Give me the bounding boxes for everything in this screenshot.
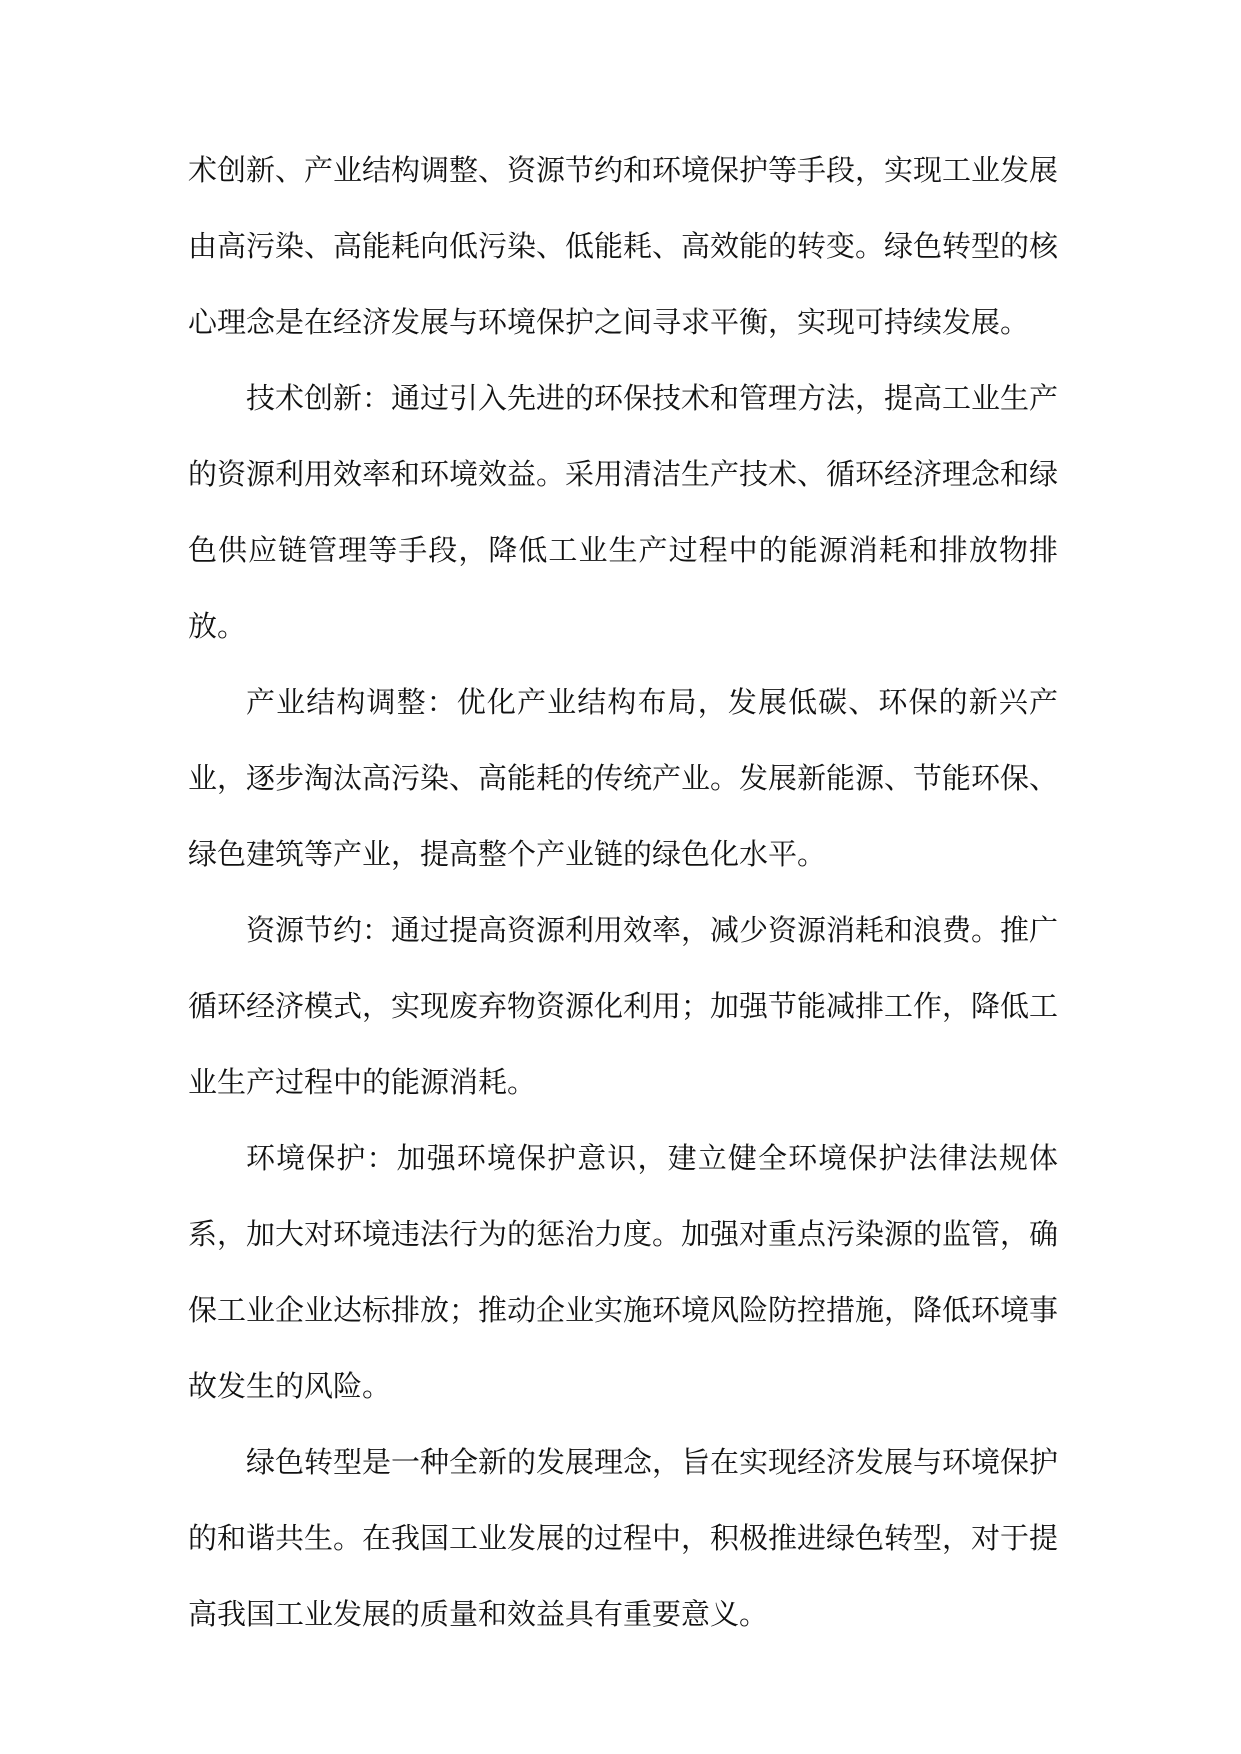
paragraph-environment-protection: 环境保护：加强环境保护意识，建立健全环境保护法律法规体系，加大对环境违法行为的惩治力度。加强对重点污染源的监管，确保工业企业达标排放；推动企业实施环境风险防控措施，降低环境事故发生的风险。 [188,1141,1059,1403]
paragraph-technology-innovation: 技术创新：通过引入先进的环保技术和管理方法，提高工业生产的资源利用效率和环境效益。采用清洁生产技术、循环经济理念和绿色供应链管理等手段，降低工业生产过程中的能源消耗和排放物排放。 [188,381,1059,643]
paragraph-conclusion: 绿色转型是一种全新的发展理念，旨在实现经济发展与环境保护的和谐共生。在我国工业发展的过程中，积极推进绿色转型，对于提高我国工业发展的质量和效益具有重要意义。 [188,1445,1059,1631]
paragraph-industrial-structure: 产业结构调整：优化产业结构布局，发展低碳、环保的新兴产业，逐步淘汰高污染、高能耗的传统产业。发展新能源、节能环保、绿色建筑等产业，提高整个产业链的绿色化水平。 [188,685,1059,871]
paragraph-resource-saving: 资源节约：通过提高资源利用效率，减少资源消耗和浪费。推广循环经济模式，实现废弃物资源化利用；加强节能减排工作，降低工业生产过程中的能源消耗。 [188,913,1059,1099]
document-body [188,132,1058,1652]
paragraph-1: 术创新、产业结构调整、资源节约和环境保护等手段，实现工业发展由高污染、高能耗向低污染、低能耗、高效能的转变。绿色转型的核心理念是在经济发展与环境保护之间寻求平衡，实现可持续发展。 [188,153,1059,339]
